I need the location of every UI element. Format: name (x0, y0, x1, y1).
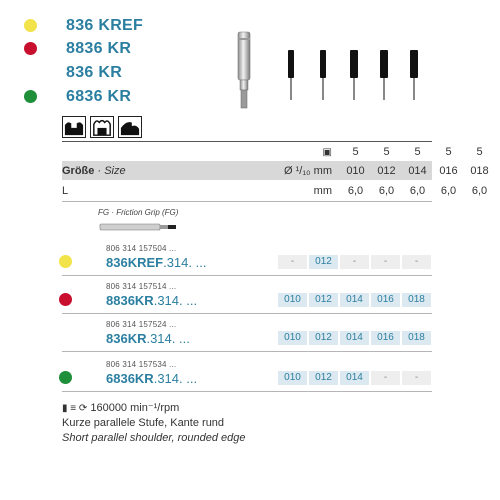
size-unit: Ø ¹/₁₀ mm (284, 164, 332, 177)
speed-value: 160000 min⁻¹/rpm (90, 402, 180, 414)
pack-value: 5 (352, 146, 359, 158)
size-value: 016 (439, 164, 458, 177)
yellow-dot-icon (59, 255, 72, 268)
product-number: 806 314 157504 ... (106, 244, 177, 253)
size-row (62, 161, 489, 180)
size-value: 018 (470, 164, 489, 177)
pack-row (62, 143, 483, 161)
availability-cell: - (402, 255, 431, 269)
size-label-en: · Size (97, 164, 126, 177)
size-label: Größe (62, 164, 95, 177)
pack-value: 5 (383, 146, 390, 158)
bur-instrument-icon (232, 30, 258, 110)
variant-code: 836 KREF (66, 17, 144, 34)
pack-icon: ▣ (322, 146, 332, 158)
size-value: 012 (377, 164, 396, 177)
availability-cell: 014 (340, 293, 369, 307)
bur-silhouette-icon (317, 48, 329, 108)
description-de: Kurze parallele Stufe, Kante rund (62, 417, 225, 429)
length-value: 6,0 (347, 185, 364, 197)
availability-cell: 016 (371, 293, 400, 307)
availability-row (278, 255, 433, 269)
length-row (62, 182, 488, 200)
red-dot-icon (59, 293, 72, 306)
length-label: L (62, 185, 69, 197)
availability-cell: 012 (309, 255, 338, 269)
pack-value: 5 (476, 146, 483, 158)
availability-cell: - (371, 255, 400, 269)
product-number: 806 314 157524 ... (106, 320, 177, 329)
bur-silhouette-icon (408, 48, 420, 108)
fg-shank-icon (98, 220, 178, 234)
description-en: Short parallel shoulder, rounded edge (62, 432, 246, 444)
cavity-prep-icon (62, 116, 86, 138)
speed-icon: ▮ ≡ ⟳ (62, 403, 88, 414)
length-unit: mm (313, 185, 332, 197)
availability-cell: - (371, 371, 400, 385)
availability-row (278, 331, 433, 345)
size-value: 010 (346, 164, 365, 177)
yellow-dot-icon (24, 19, 37, 32)
availability-cell: 014 (340, 331, 369, 345)
availability-cell: 012 (309, 371, 338, 385)
length-value: 6,0 (440, 185, 457, 197)
length-value: 6,0 (378, 185, 395, 197)
product-code: 836KREF.314. ... (106, 255, 207, 270)
availability-cell: 018 (402, 293, 431, 307)
size-value: 014 (408, 164, 427, 177)
variant-8836kr (66, 38, 131, 60)
shoulder-prep-icon (118, 116, 142, 138)
product-number: 806 314 157514 ... (106, 282, 177, 291)
fg-caption: FG · Friction Grip (FG) (98, 208, 179, 217)
variant-code: 836 KR (66, 64, 123, 81)
availability-cell: - (340, 255, 369, 269)
availability-cell: 010 (278, 331, 307, 345)
availability-cell: 014 (340, 371, 369, 385)
length-value: 6,0 (471, 185, 488, 197)
variant-836kr (66, 62, 122, 84)
bur-silhouette-icon (348, 48, 360, 108)
crown-prep-icon (90, 116, 114, 138)
product-code: 6836KR.314. ... (106, 371, 198, 386)
availability-row (278, 293, 433, 307)
availability-cell: 010 (278, 371, 307, 385)
pack-value: 5 (414, 146, 421, 158)
length-value: 6,0 (409, 185, 426, 197)
pack-value: 5 (445, 146, 452, 158)
availability-cell: 016 (371, 331, 400, 345)
product-number: 806 314 157534 ... (106, 360, 177, 369)
availability-cell: - (402, 371, 431, 385)
availability-cell: 018 (402, 331, 431, 345)
product-code: 8836KR.314. ... (106, 293, 198, 308)
product-code: 836KR.314. ... (106, 331, 190, 346)
availability-cell: 012 (309, 293, 338, 307)
availability-cell: 010 (278, 293, 307, 307)
variant-code: 8836 KR (66, 40, 132, 57)
green-dot-icon (59, 371, 72, 384)
bur-silhouette-icon (378, 48, 390, 108)
green-dot-icon (24, 90, 37, 103)
variant-836kref (66, 15, 143, 37)
speed-line (62, 401, 179, 414)
availability-cell: 012 (309, 331, 338, 345)
variant-6836kr (66, 86, 131, 108)
variant-code: 6836 KR (66, 88, 132, 105)
bur-silhouette-icon (285, 48, 297, 108)
availability-row (278, 371, 433, 385)
availability-cell: - (278, 255, 307, 269)
red-dot-icon (24, 42, 37, 55)
